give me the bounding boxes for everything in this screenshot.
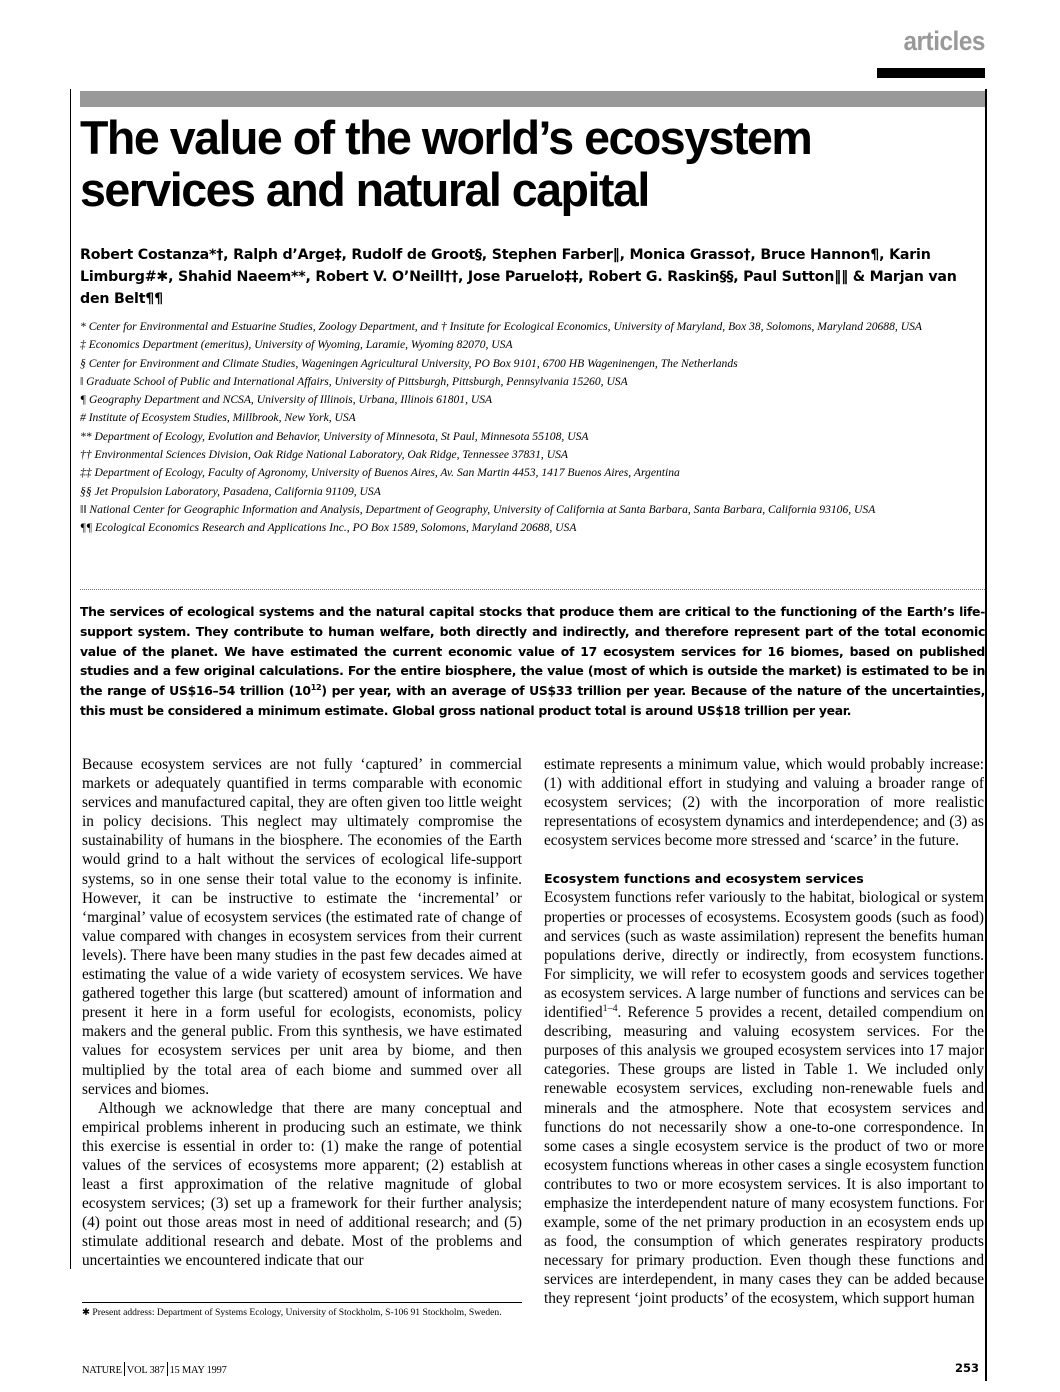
title-banner-bar xyxy=(80,91,985,107)
section-bar-rule xyxy=(877,68,985,78)
right-border-rule xyxy=(985,89,987,1381)
affiliation: # Institute of Ecosystem Studies, Millbrook, New York, USA xyxy=(80,411,356,425)
affiliation: ** Department of Ecology, Evolution and Behavior, University of Minnesota, St Paul, Minnesota 55108, USA xyxy=(80,429,589,443)
abstract xyxy=(80,602,985,721)
body-paragraph: Although we acknowledge that there are many conceptual and empirical problems inherent in producing such an estimate, we think this exercise is essential in order to: (1) make the range of potential values of the services of ecosystems more apparent; (2) establish at least a first approximation of the relative magnitude of global ecosystem services; (3) set up a framework for their further analysis; (4) point out those areas most in need of additional research; and (5) stimulate additional research and debate. Most of the problems and uncertainties we encountered indicate that our xyxy=(82,1099,522,1270)
affiliation: ¶ Geography Department and NCSA, University of Illinois, Urbana, Illinois 61801, USA xyxy=(80,393,493,407)
folio-separator xyxy=(167,1362,168,1376)
body-paragraph: Because ecosystem services are not fully ‘captured’ in commercial markets or adequately quantified in terms comparable with economic services and manufactured capital, they are often given too little weight in policy decisions. This neglect may ultimately compromise the sustainability of humans in the biosphere. The economies of the Earth would grind to a halt without the services of ecological life-support systems, so in one sense their total value to the economy is infinite. However, it can be instructive to estimate the ‘incremental’ or ‘marginal’ value of ecosystem services (the estimated rate of change of value compared with changes in ecosystem services from their current levels). There have been many studies in the past few decades aimed at estimating the value of a wide variety of ecosystem services. We have gathered together this large (but scattered) amount of information and present it here in a form useful for ecologists, economists, policy makers and the general public. From this synthesis, we have estimated values for ecosystem services per unit area by biome, and then multiplied by the total area of each biome and summed over all services and biomes. xyxy=(82,756,522,1098)
affiliation: ‖ Graduate School of Public and International Affairs, University of Pittsburgh, Pittsburgh, Pennsylvania 15260, USA xyxy=(80,374,628,388)
affiliation: ‡‡ Department of Ecology, Faculty of Agronomy, University of Buenos Aires, Av. San Martin 4453, 1417 Buenos Aires, Argentina xyxy=(80,466,680,480)
footnote: ✱ Present address: Department of Systems Ecology, University of Stockholm, S-106 91 Stockholm, Sweden. xyxy=(82,1307,502,1318)
affiliation: * Center for Environmental and Estuarine Studies, Zoology Department, and † Insitute for Ecological Economics, University of Maryland, Box 38, Solomons, Maryland 20688, USA xyxy=(80,320,922,333)
dotted-divider xyxy=(80,589,985,590)
body-column-left xyxy=(82,755,522,1271)
citation-superscript: 1–4 xyxy=(602,1002,618,1014)
left-border-rule xyxy=(70,89,71,1269)
volume: VOL 387 xyxy=(126,1365,165,1376)
section-heading: Ecosystem functions and ecosystem services xyxy=(544,871,864,887)
body-text: Ecosystem functions refer variously to the habitat, biological or system properties or processes of ecosystems. Ecosystem goods (such as food) and services (such as waste assimilation) represent the benefits human populations derive, directly or indirectly, from ecosystem functions. For simplicity, we will refer to ecosystem goods and services together as ecosystem services. A large number of functions and services can be identified xyxy=(544,889,984,1022)
section-label: articles xyxy=(903,26,985,56)
author-list: Robert Costanza*†, Ralph d’Arge‡, Rudolf de Groot§, Stephen Farber‖, Monica Grasso†, Bruce Hannon¶, Karin Limburg#✱, Shahid Naeem**, Robert V. O’Neill††, Jose Paruelo‡‡, Robert G. Raskin§§, Paul Sutton‖‖ & Marjan van den Belt¶¶ xyxy=(80,247,957,307)
abstract-text: ) per year, with an average of US$33 trillion per year. Because of the nature of the uncertainties, this must be considered a minimum estimate. Global gross national product total is around US$18 trillion per year. xyxy=(80,683,985,718)
body-paragraph: estimate represents a minimum value, which would probably increase: (1) with additional effort in studying and valuing a broader range of ecosystem services; (2) with the incorporation of more realistic representations of ecosystem dynamics and interdependence; and (3) as ecosystem services become more stressed and ‘scarce’ in the future. xyxy=(544,756,984,850)
affiliation: ¶¶ Ecological Economics Research and Applications Inc., PO Box 1589, Solomons, Maryland 20688, USA xyxy=(80,521,577,535)
body-column-right xyxy=(544,755,984,1309)
page-number: 253 xyxy=(955,1361,980,1375)
affiliation: § Center for Environment and Climate Studies, Wageningen Agricultural University, PO Box 9101, 6700 HB Wageninengen, The Netherlands xyxy=(80,356,738,370)
journal-name: NATURE xyxy=(82,1365,122,1376)
affiliation: §§ Jet Propulsion Laboratory, Pasadena, California 91109, USA xyxy=(80,484,381,498)
article-title: The value of the world’s ecosystem services and natural capital xyxy=(80,111,812,216)
body-paragraph xyxy=(544,888,984,1308)
body-text: . Reference 5 provides a recent, detailed compendium on describing, measuring and valuing ecosystem services. For the purposes of this analysis we grouped ecosystem services into 17 major categories. These groups are listed in Table 1. We included only renewable ecosystem services, excluding non-renewable fuels and minerals and the atmosphere. Note that ecosystem services and functions do not necessarily show a one-to-one correspondence. In some cases a single ecosystem service is the product of two or more ecosystem functions whereas in other cases a single ecosystem function contributes to two or more ecosystem services. It is also important to emphasize the interdependent nature of many ecosystem functions. For example, some of the net primary production in an ecosystem ends up as food, the consumption of which generates respiratory products necessary for primary production. Even though these functions and services are interdependent, in many cases they can be added because they represent ‘joint products’ of the ecosystem, which support human xyxy=(544,1004,984,1308)
issue-date: 15 MAY 1997 xyxy=(169,1365,227,1376)
folio-separator xyxy=(124,1362,125,1376)
affiliation: †† Environmental Sciences Division, Oak Ridge National Laboratory, Oak Ridge, Tennessee 37831, USA xyxy=(80,448,568,462)
journal-folio xyxy=(82,1362,227,1376)
footnote-rule xyxy=(82,1302,522,1303)
affiliation: ‖‖ National Center for Geographic Information and Analysis, Department of Geography, University of California at Santa Barbara, Santa Barbara, California 93106, USA xyxy=(80,502,876,516)
abstract-text: The services of ecological systems and the natural capital stocks that produce them are critical to the functioning of the Earth’s life-support system. They contribute to human welfare, both directly and indirectly, and therefore represent part of the total economic value of the planet. We have estimated the current economic value of 17 ecosystem services for 16 biomes, based on published studies and a few original calculations. For the entire biosphere, the value (most of which is outside the market) is estimated to be in the range of US$16–54 trillion (10 xyxy=(80,604,985,699)
superscript: 12 xyxy=(310,683,322,693)
affiliation: ‡ Economics Department (emeritus), University of Wyoming, Laramie, Wyoming 82070, USA xyxy=(80,338,513,352)
affiliation-list xyxy=(80,318,985,538)
